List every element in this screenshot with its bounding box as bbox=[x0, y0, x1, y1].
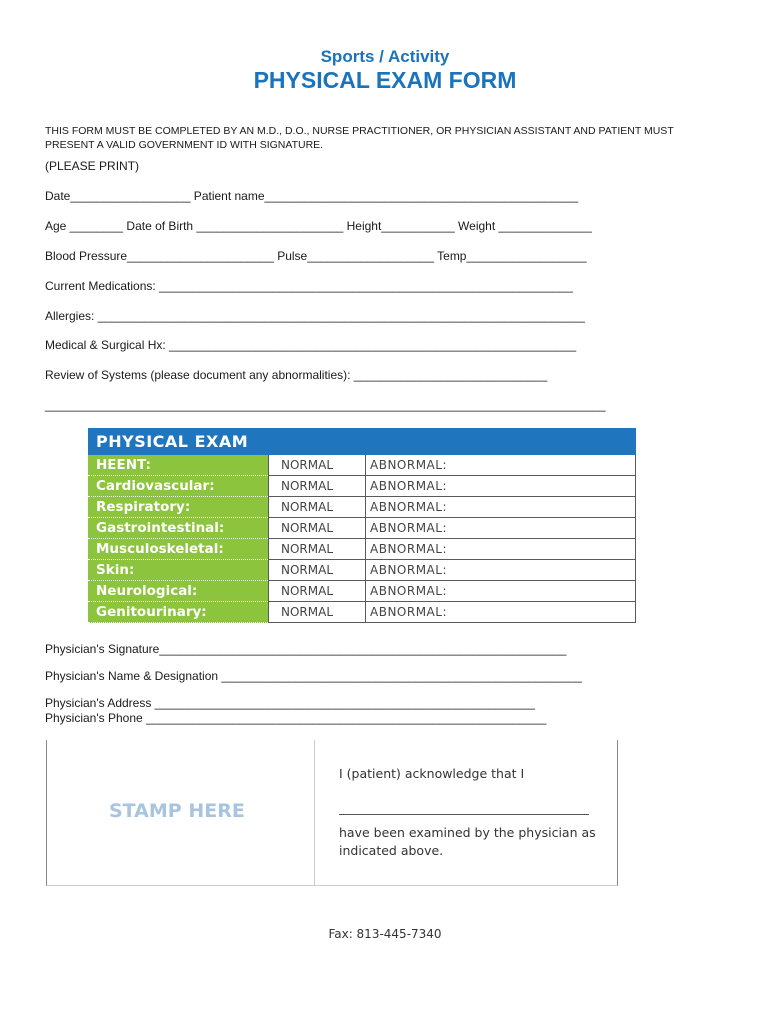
exam-system-label: Respiratory: bbox=[88, 497, 269, 518]
exam-row bbox=[88, 560, 636, 581]
stamp-here-label: STAMP HERE bbox=[109, 800, 245, 822]
normal-option[interactable]: NORMAL bbox=[269, 539, 366, 560]
medical-surgical-history-field[interactable]: Medical & Surgical Hx: _____________________________________________________________ bbox=[45, 338, 577, 352]
fax-number: Fax: 813-445-7340 bbox=[328, 927, 442, 941]
physician-address-field[interactable]: Physician's Address _________________________________________________________ bbox=[45, 696, 536, 710]
normal-option[interactable]: NORMAL bbox=[269, 602, 366, 623]
completion-notice: THIS FORM MUST BE COMPLETED BY AN M.D., D.O., NURSE PRACTITIONER, OR PHYSICIAN ASSISTANT AND PATIENT MUST PRESENT A VALID GOVERNMENT ID WITH SIGNATURE. bbox=[45, 125, 674, 151]
date-patient-name-field[interactable]: Date__________________ Patient name_______________________________________________ bbox=[45, 189, 579, 203]
abnormal-field[interactable]: ABNORMAL: bbox=[366, 476, 636, 497]
exam-system-label: Gastrointestinal: bbox=[88, 518, 269, 539]
exam-row bbox=[88, 602, 636, 623]
normal-option[interactable]: NORMAL bbox=[269, 476, 366, 497]
abnormal-field[interactable]: ABNORMAL: bbox=[366, 518, 636, 539]
abnormal-field[interactable]: ABNORMAL: bbox=[366, 581, 636, 602]
form-title: PHYSICAL EXAM FORM bbox=[253, 67, 517, 93]
stamp-acknowledgement-box bbox=[46, 740, 618, 886]
physician-phone-field[interactable]: Physician's Phone ____________________________________________________________ bbox=[45, 711, 547, 725]
normal-option[interactable]: NORMAL bbox=[269, 518, 366, 539]
please-print-note: (PLEASE PRINT) bbox=[45, 159, 140, 173]
exam-system-label: Genitourinary: bbox=[88, 602, 269, 623]
exam-system-label: Musculoskeletal: bbox=[88, 539, 269, 560]
allergies-field[interactable]: Allergies: _________________________________________________________________________ bbox=[45, 309, 585, 323]
exam-row bbox=[88, 455, 636, 476]
physician-name-designation-field[interactable]: Physician's Name & Designation ______________________________________________________ bbox=[45, 669, 582, 683]
physical-exam-table bbox=[88, 428, 636, 623]
normal-option[interactable]: NORMAL bbox=[269, 581, 366, 602]
exam-system-label: Neurological: bbox=[88, 581, 269, 602]
exam-system-label: HEENT: bbox=[88, 455, 269, 476]
exam-system-label: Cardiovascular: bbox=[88, 476, 269, 497]
normal-option[interactable]: NORMAL bbox=[269, 497, 366, 518]
exam-system-label: Skin: bbox=[88, 560, 269, 581]
review-of-systems-continuation-field[interactable]: ____________________________________________________________________________________ bbox=[45, 398, 606, 412]
exam-row bbox=[88, 518, 636, 539]
physical-exam-header: PHYSICAL EXAM bbox=[88, 428, 636, 455]
stamp-divider bbox=[314, 740, 315, 885]
patient-name-blank[interactable] bbox=[339, 814, 589, 815]
form-subtitle: Sports / Activity bbox=[320, 47, 450, 66]
normal-option[interactable]: NORMAL bbox=[269, 560, 366, 581]
current-medications-field[interactable]: Current Medications: ______________________________________________________________ bbox=[45, 279, 573, 293]
patient-acknowledgement-intro: I (patient) acknowledge that I bbox=[339, 766, 525, 781]
physical-exam-rows bbox=[88, 455, 636, 623]
abnormal-field[interactable]: ABNORMAL: bbox=[366, 497, 636, 518]
review-of-systems-field[interactable]: Review of Systems (please document any abnormalities): _____________________________ bbox=[45, 368, 548, 382]
exam-row bbox=[88, 497, 636, 518]
exam-row bbox=[88, 539, 636, 560]
normal-option[interactable]: NORMAL bbox=[269, 455, 366, 476]
abnormal-field[interactable]: ABNORMAL: bbox=[366, 560, 636, 581]
exam-row bbox=[88, 581, 636, 602]
abnormal-field[interactable]: ABNORMAL: bbox=[366, 539, 636, 560]
exam-row bbox=[88, 476, 636, 497]
abnormal-field[interactable]: ABNORMAL: bbox=[366, 455, 636, 476]
abnormal-field[interactable]: ABNORMAL: bbox=[366, 602, 636, 623]
physician-signature-field[interactable]: Physician's Signature_____________________________________________________________ bbox=[45, 642, 567, 656]
age-dob-height-weight-field[interactable]: Age ________ Date of Birth ______________________ Height___________ Weight ______________ bbox=[45, 219, 592, 233]
bp-pulse-temp-field[interactable]: Blood Pressure______________________ Pulse___________________ Temp__________________ bbox=[45, 249, 587, 263]
patient-acknowledgement-text: have been examined by the physician as indicated above. bbox=[339, 825, 596, 858]
